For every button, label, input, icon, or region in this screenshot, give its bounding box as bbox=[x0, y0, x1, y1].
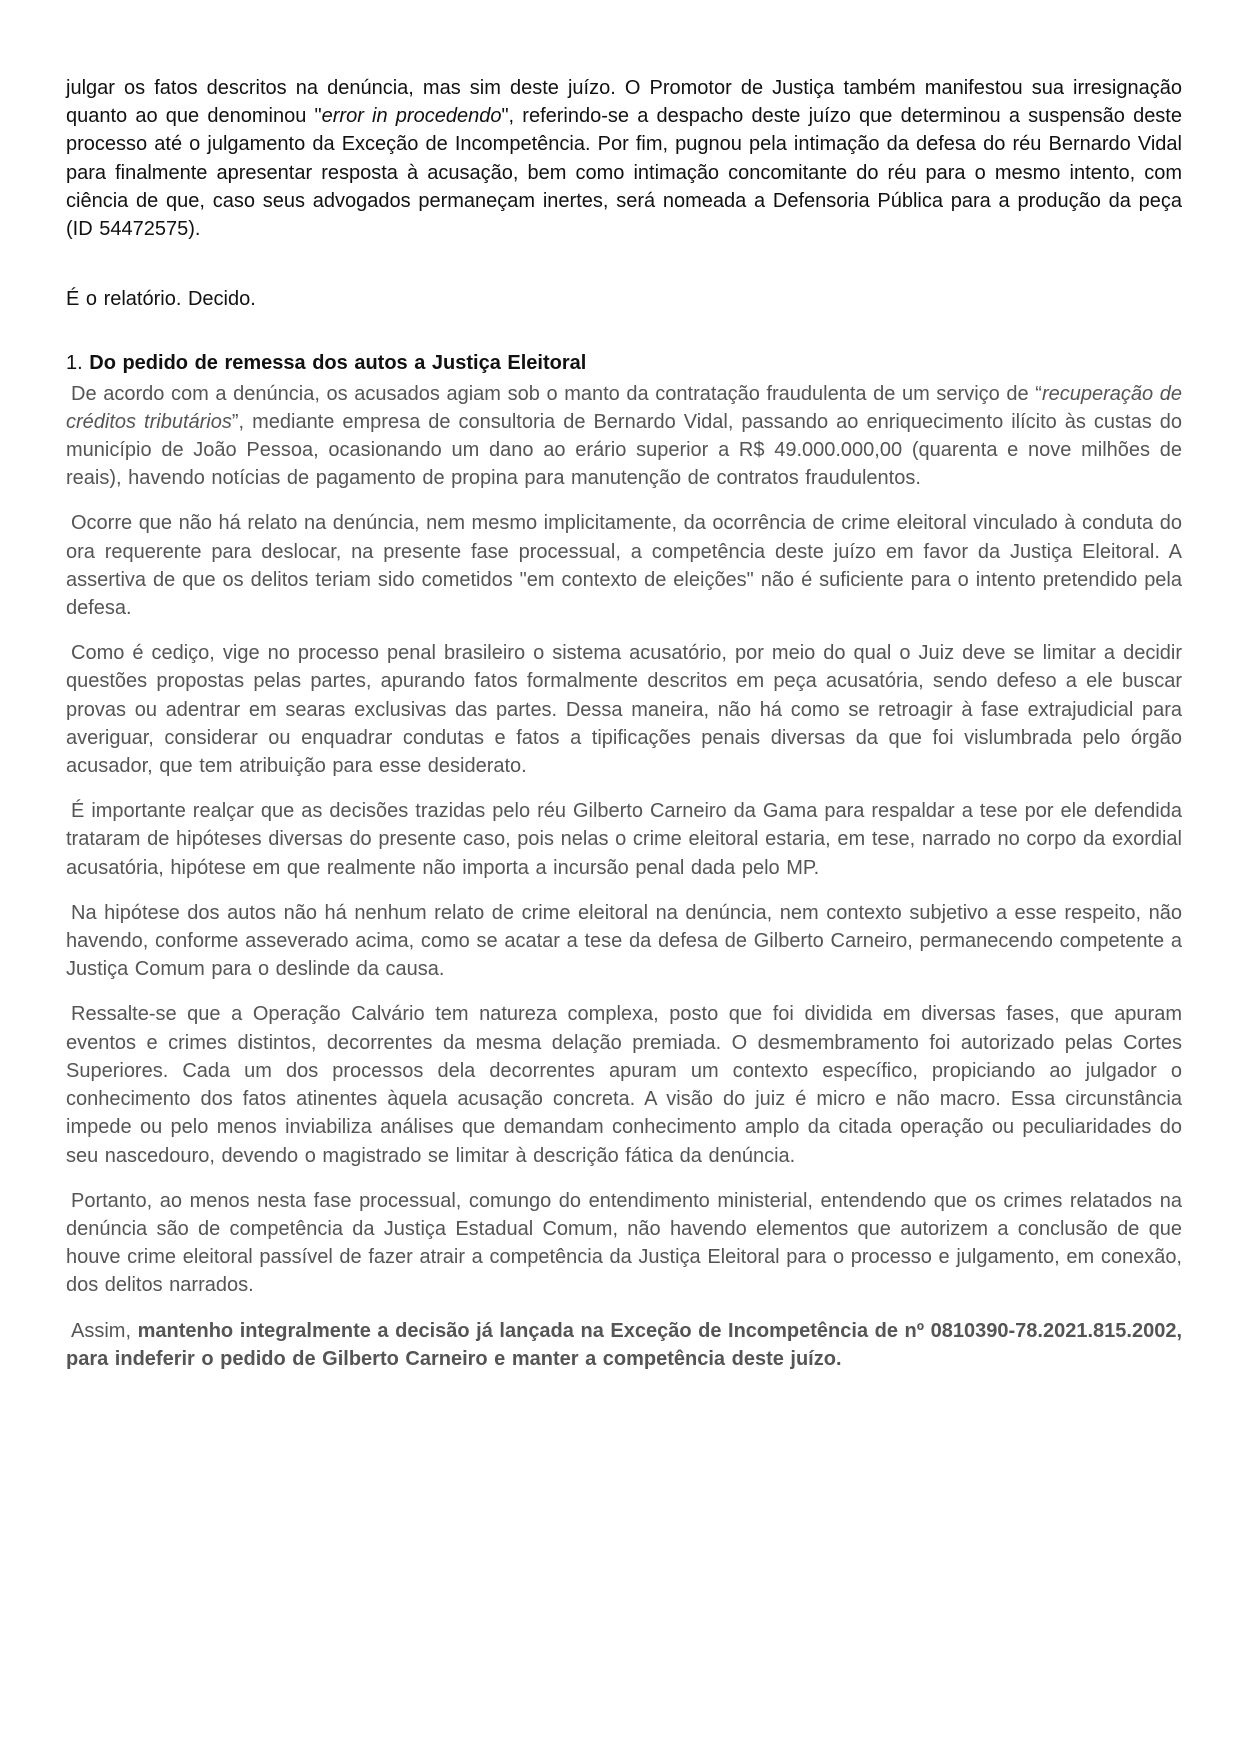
text-segment: Portanto, ao menos nesta fase processual, comungo do entendimento ministerial, entendendo que os crimes relatados na denúncia são de competência da Justiça Estadual Comum, não havendo elementos que autorizem a conclusão de que houve crime eleitoral passível de fazer atrair a competência da Justiça Eleitoral para o processo e julgamento, em conexão, dos delitos narrados. bbox=[66, 1189, 1182, 1297]
text-segment: Como é cediço, vige no processo penal brasileiro o sistema acusatório, por meio do qual o Juiz deve se limitar a decidir questões propostas pelas partes, apurando fatos formalmente descritos em peça acusatória, sendo defeso a ele buscar provas ou adentrar em searas exclusivas das partes. Dessa maneira, não há como se retroagir à fase extrajudicial para averiguar, considerar ou enquadrar condutas e fatos a tipificações penais diversas da que foi vislumbrada pelo órgão acusador, que tem atribuição para esse desiderato. bbox=[66, 642, 1182, 778]
paragraph-4 bbox=[66, 380, 1182, 493]
text-segment: mantenho integralmente a decisão já lançada na Exceção de Incompetência de nº 0810390-78.2021.815.2002, para indeferir o pedido de Gilberto Carneiro e manter a competência deste juízo. bbox=[66, 1319, 1182, 1370]
paragraph-2 bbox=[66, 285, 1182, 313]
section-heading bbox=[66, 349, 1182, 377]
paragraph-6 bbox=[66, 639, 1182, 780]
text-segment: 1. bbox=[66, 352, 90, 375]
text-segment: É importante realçar que as decisões trazidas pelo réu Gilberto Carneiro da Gama para respaldar a tese por ele defendida trataram de hipóteses diversas do presente caso, pois nelas o crime eleitoral estaria, em tese, narrado no corpo da exordial acusatória, hipótese em que realmente não importa a incursão penal dada pelo MP. bbox=[66, 800, 1182, 879]
text-segment: recuperação de créditos tributários bbox=[66, 382, 1183, 433]
paragraph-11 bbox=[66, 1317, 1182, 1373]
document-body bbox=[66, 74, 1182, 1373]
paragraph-5 bbox=[66, 509, 1182, 622]
paragraph-1 bbox=[66, 74, 1182, 243]
text-segment: Do pedido de remessa dos autos a Justiça Eleitoral bbox=[89, 352, 587, 375]
text-segment: Ocorre que não há relato na denúncia, nem mesmo implicitamente, da ocorrência de crime eleitoral vinculado à conduta do ora requerente para deslocar, na presente fase processual, a competência deste juízo em favor da Justiça Eleitoral. A assertiva de que os delitos teriam sido cometidos "em contexto de eleições" não é suficiente para o intento pretendido pela defesa. bbox=[66, 512, 1182, 620]
text-segment: ", referindo-se a despacho deste juízo que determinou a suspensão deste processo até o julgamento da Exceção de Incompetência. Por fim, pugnou pela intimação da defesa do réu Bernardo Vidal para finalmente apresentar resposta à acusação, bem como intimação concomitante do réu para o mesmo intento, com ciência de que, caso seus advogados permaneçam inertes, será nomeada a Defensoria Pública para a produção da peça (ID 54472575). bbox=[66, 105, 1182, 241]
text-segment: ”, mediante empresa de consultoria de Bernardo Vidal, passando ao enriquecimento ilícito às custas do município de João Pessoa, ocasionando um dano ao erário superior a R$ 49.000.000,00 (quarenta e nove milhões de reais), havendo notícias de pagamento de propina para manutenção de contratos fraudulentos. bbox=[66, 410, 1182, 490]
paragraph-9 bbox=[66, 1000, 1182, 1169]
text-segment: Assim, bbox=[71, 1319, 138, 1342]
text-segment: De acordo com a denúncia, os acusados agiam sob o manto da contratação fraudulenta de um serviço de “ bbox=[71, 382, 1042, 405]
paragraph-7 bbox=[66, 797, 1182, 882]
text-segment: error in procedendo bbox=[321, 105, 502, 128]
text-segment: Ressalte-se que a Operação Calvário tem natureza complexa, posto que foi dividida em diversas fases, que apuram eventos e crimes distintos, decorrentes da mesma delação premiada. O desmembramento foi autorizado pelas Cortes Superiores. Cada um dos processos dela decorrentes apuram um contexto específico, propiciando ao julgador o conhecimento dos fatos atinentes àquela acusação concreta. A visão do juiz é micro e não macro. Essa circunstância impede ou pelo menos inviabiliza análises que demandam conhecimento amplo da citada operação ou peculiaridades do seu nascedouro, devendo o magistrado se limitar à descrição fática da denúncia. bbox=[66, 1003, 1182, 1167]
text-segment: Na hipótese dos autos não há nenhum relato de crime eleitoral na denúncia, nem contexto subjetivo a esse respeito, não havendo, conforme asseverado acima, como se acatar a tese da defesa de Gilberto Carneiro, permanecendo competente a Justiça Comum para o deslinde da causa. bbox=[66, 901, 1182, 981]
paragraph-8 bbox=[66, 899, 1182, 984]
text-segment: É o relatório. Decido. bbox=[66, 288, 256, 311]
text-segment: julgar os fatos descritos na denúncia, mas sim deste juízo. O Promotor de Justiça também manifestou sua irresignação quanto ao que denominou " bbox=[66, 77, 1182, 128]
paragraph-10 bbox=[66, 1187, 1182, 1300]
